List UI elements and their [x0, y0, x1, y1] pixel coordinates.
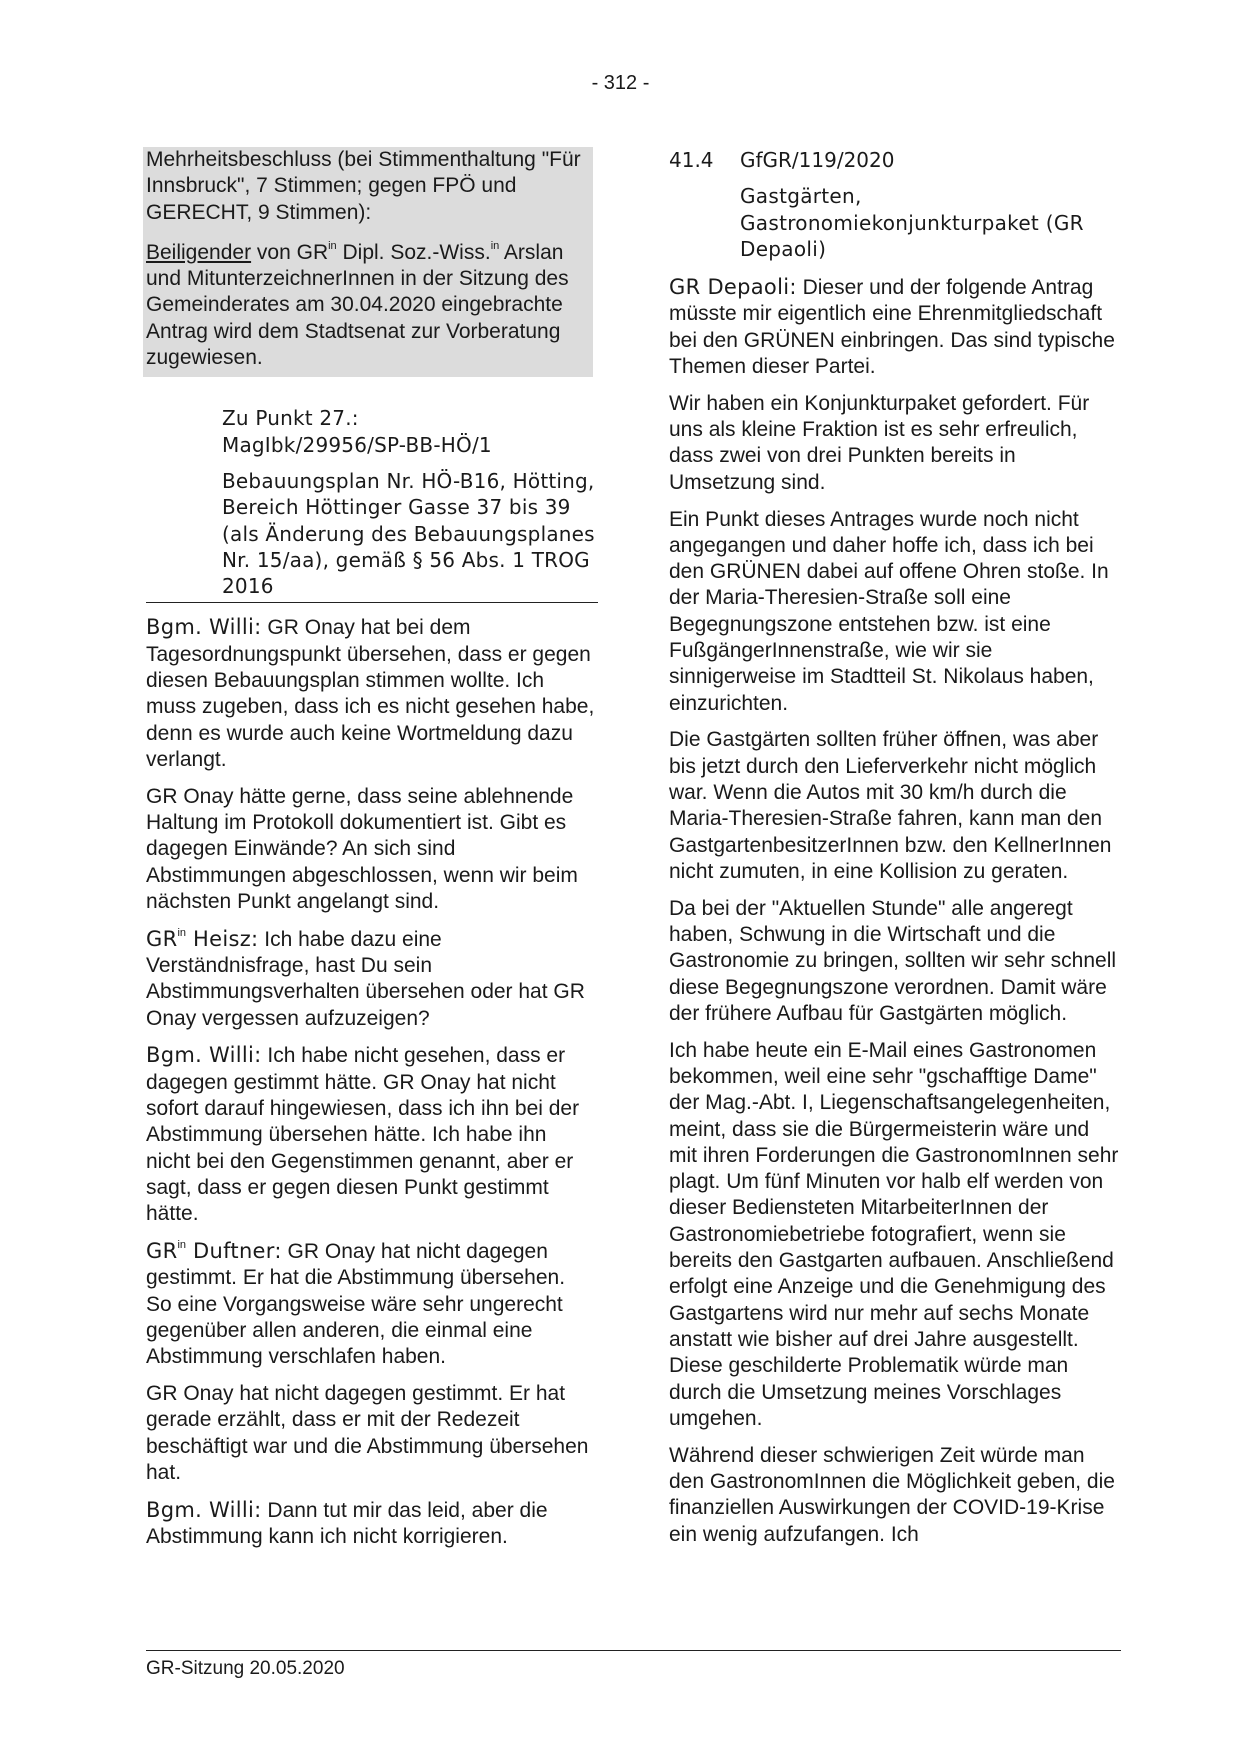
- item-reference: GfGR/119/2020: [740, 148, 895, 172]
- footer-text: GR-Sitzung 20.05.2020: [146, 1658, 345, 1679]
- left-column: [146, 147, 596, 1561]
- page-number: - 312 -: [591, 72, 650, 94]
- paragraph: GR Onay hätte gerne, dass seine ablehnende Haltung im Protokoll dokumentiert ist. Gibt es dagegen Einwände? An sich sind Abstimmungen abgeschlossen, wenn wir beim nächsten Punkt angelangt sind.: [146, 784, 578, 913]
- agenda-heading: [222, 405, 596, 599]
- assignment-rest: Arslan und MitunterzeichnerInnen in der Sitzung des Gemeinderates am 30.04.2020 eingebrachte Antrag wird dem Stadtsenat zur Vorberatung zugewiesen.: [146, 240, 569, 370]
- right-column: [669, 147, 1119, 1558]
- paragraph: GR Depaoli: Dieser und der folgende Antrag müsste mir eigentlich eine Ehrenmitgliedschaft bei den GRÜNEN einbringen. Das sind typische Themen dieser Partei.: [669, 275, 1115, 379]
- agenda-divider: [146, 602, 598, 603]
- paragraph: Bgm. Willi: GR Onay hat bei dem Tagesordnungspunkt übersehen, dass er gegen diesen Bebauungsplan stimmen wollte. Ich muss zugeben, dass ich es nicht gesehen habe, denn es wurde auch keine Wortmeldung dazu verlangt.: [146, 615, 595, 771]
- paragraph: Die Gastgärten sollten früher öffnen, was aber bis jetzt durch den Lieferverkehr nicht möglich war. Wenn die Autos mit 30 km/h durch die Maria-Theresien-Straße fahren, kann man den GastgartenbesitzerInnen bzw. den KellnerInnen nicht zumuten, in eine Kollision zu geraten.: [669, 728, 1112, 883]
- item-title: Gastgärten, Gastronomiekonjunkturpaket (GR Depaoli): [740, 184, 1084, 261]
- sup-in: in: [328, 239, 337, 252]
- paragraph: Bgm. Willi: Dann tut mir das leid, aber die Abstimmung kann ich nicht korrigieren.: [146, 1497, 548, 1548]
- paragraph: GR Onay hat nicht dagegen gestimmt. Er hat gerade erzählt, dass er mit der Redezeit beschäftigt war und die Abstimmung übersehen hat.: [146, 1381, 589, 1484]
- paragraph: Wir haben ein Konjunkturpaket gefordert. Für uns als kleine Fraktion ist es sehr erfreulich, dass zwei von drei Punkten bereits in Umsetzung sind.: [669, 391, 1090, 494]
- resolution-box: [143, 147, 593, 377]
- item-heading: [669, 147, 1119, 173]
- paragraph: Da bei der "Aktuellen Stunde" alle angeregt haben, Schwung in die Wirtschaft und die Gastronomie zu bringen, sollten wir sehr schnell diese Begegnungszone verordnen. Damit wäre der frühere Aufbau für Gastgärten möglich.: [669, 896, 1117, 1025]
- assignment-lead: Beiligender: [146, 240, 252, 264]
- paragraph: Ich habe heute ein E-Mail eines Gastronomen bekommen, weil eine sehr "gschafftige Dame" der Mag.-Abt. I, Liegenschaftsangelegenheiten, meint, dass sie die Bürgermeisterin wäre und mit ihren Forderungen die GastronomInnen sehr plagt. Um fünf Minuten vor halb elf werden von dieser Bediensteten MitarbeiterInnen der Gastronomiebetriebe fotografiert, wenn sie bereits den Gastgarten aufbauen. Anschließend erfolgt eine Anzeige und die Genehmigung des Gastgartens wird nur mehr auf sechs Monate anstatt wie bisher auf drei Jahre ausgestellt. Diese geschilderte Problematik würde man durch die Umsetzung meines Vorschlages umgehen.: [669, 1038, 1119, 1430]
- agenda-point: Zu Punkt 27.: MagIbk/29956/SP-BB-HÖ/1: [222, 406, 492, 457]
- resolution-assignment: [146, 240, 589, 371]
- paragraph: Bgm. Willi: Ich habe nicht gesehen, dass er dagegen gestimmt hätte. GR Onay hat nicht sofort darauf hingewiesen, dass ich ihn bei der Abstimmung übersehen hätte. Ich habe ihn nicht bei den Gegenstimmen genannt, aber er sagt, dass er gegen diesen Punkt gestimmt hätte.: [146, 1043, 580, 1226]
- assignment-mid2: Dipl. Soz.-Wiss.: [336, 240, 491, 264]
- item-number: 41.4: [669, 148, 714, 172]
- assignment-mid1: von GR: [251, 240, 329, 264]
- sup-in: in: [490, 239, 500, 252]
- paragraph: $GR^{in}$ Heisz: Ich habe dazu eine Verständnisfrage, hast Du sein Abstimmungsverhalten übersehen oder hat GR Onay vergessen aufzuzeigen?: [146, 926, 585, 1030]
- paragraph: Während dieser schwierigen Zeit würde man den GastronomInnen die Möglichkeit geben, die finanziellen Auswirkungen der COVID-19-Krise ein wenig aufzufangen. Ich: [669, 1443, 1115, 1546]
- paragraph: Ein Punkt dieses Antrages wurde noch nicht angegangen und daher hoffe ich, dass ich bei den GRÜNEN dabei auf offene Ohren stoße. In der Maria-Theresien-Straße soll eine Begegnungszone entstehen bzw. ist eine FußgängerInnenstraße, wie wir sie sinnigerweise im Stadtteil St. Nikolaus haben, einzurichten.: [669, 507, 1109, 715]
- footer-divider: [146, 1650, 1121, 1651]
- paragraph: $GR^{in}$ Duftner: GR Onay hat nicht dagegen gestimmt. Er hat die Abstimmung übersehen. So eine Vorgangsweise wäre sehr ungerecht gegenüber allen anderen, die einmal eine Abstimmung verschlafen haben.: [146, 1238, 566, 1369]
- resolution-decision: Mehrheitsbeschluss (bei Stimmenthaltung "Für Innsbruck", 7 Stimmen; gegen FPÖ und GERECHT, 9 Stimmen):: [146, 148, 581, 224]
- agenda-title: Bebauungsplan Nr. HÖ-B16, Hötting, Bereich Höttinger Gasse 37 bis 39 (als Änderung des Bebauungsplanes Nr. 15/aa), gemäß § 56 Abs. 1 TROG 2016: [222, 468, 595, 599]
